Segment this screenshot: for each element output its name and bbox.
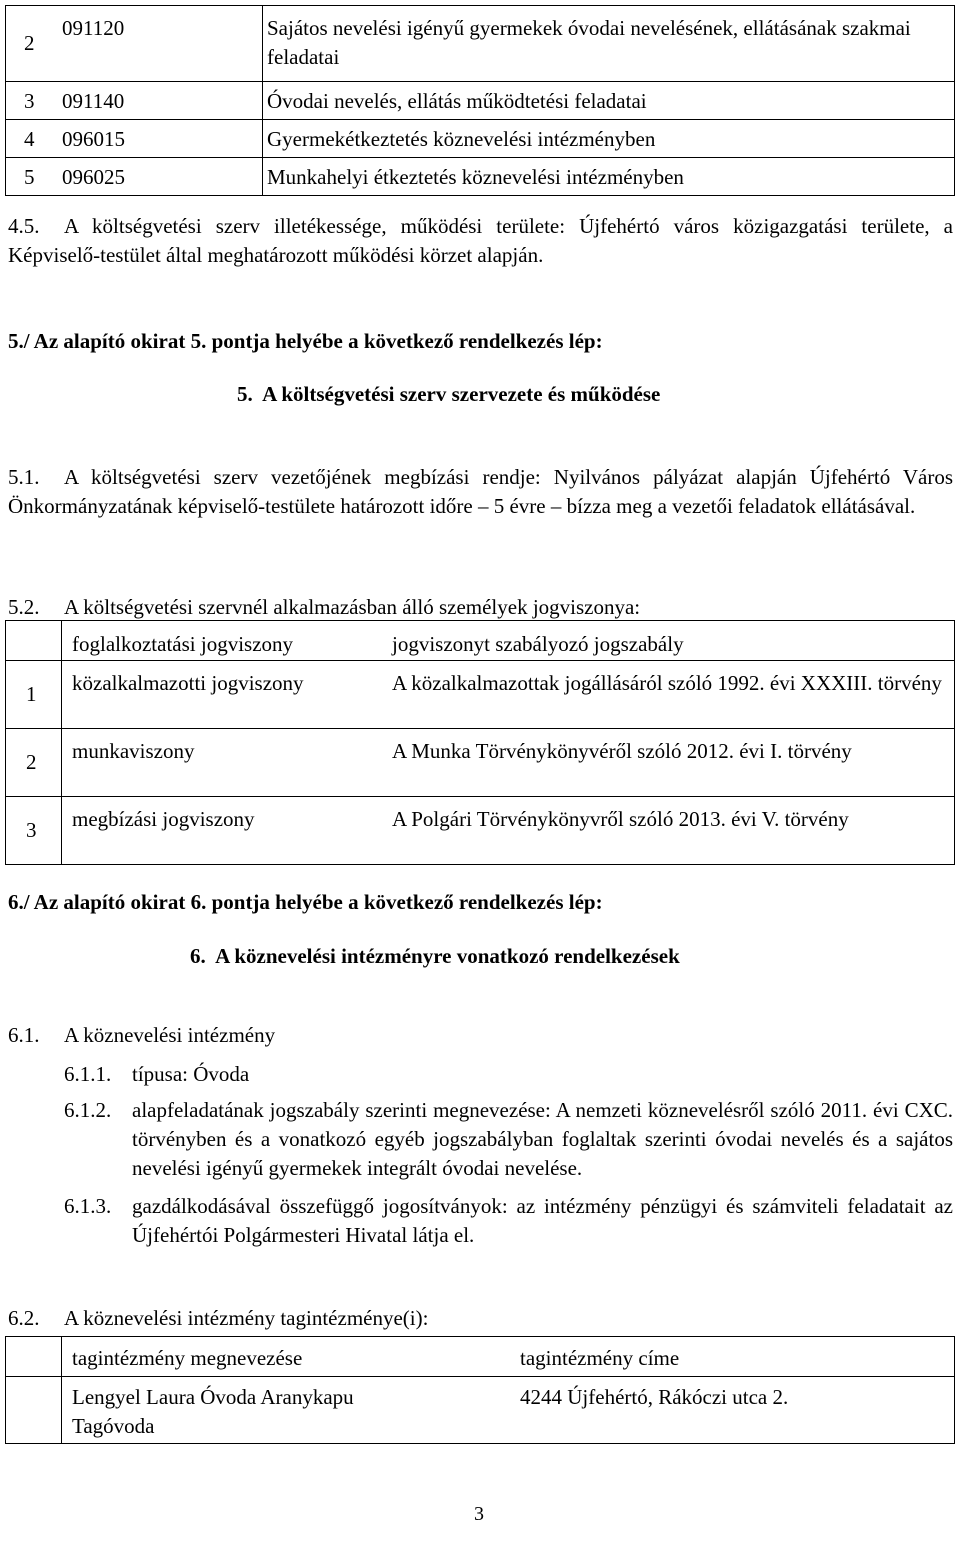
activity-code: 091120 bbox=[54, 6, 263, 82]
paragraph-number: 5.1. bbox=[8, 465, 40, 489]
item-text: típusa: Óvoda bbox=[132, 1062, 250, 1086]
section-title-6: 6. A köznevelési intézményre vonatkozó rendelkezések bbox=[190, 944, 680, 968]
row-number: 5 bbox=[6, 158, 55, 196]
paragraph-text: A köznevelési intézmény bbox=[64, 1023, 276, 1047]
paragraph-5-1 bbox=[8, 463, 953, 521]
branch-name: Lengyel Laura Óvoda Aranykapu Tagóvoda bbox=[62, 1377, 511, 1444]
paragraph-4-5 bbox=[8, 212, 953, 270]
page-number: 3 bbox=[474, 1503, 484, 1525]
row-number: 3 bbox=[6, 82, 55, 120]
table-row bbox=[6, 661, 955, 729]
activity-code: 096025 bbox=[54, 158, 263, 196]
item-number: 6.1.3. bbox=[64, 1194, 112, 1218]
branch-table bbox=[5, 1336, 955, 1444]
paragraph-number: 6.2. bbox=[8, 1306, 40, 1330]
table-row bbox=[6, 1377, 955, 1444]
paragraph-text: A költségvetési szervnél alkalmazásban álló személyek jogviszonya: bbox=[64, 595, 641, 619]
employment-law: A Munka Törvénykönyvéről szóló 2012. évi I. törvény bbox=[382, 729, 955, 797]
row-number: 4 bbox=[6, 120, 55, 158]
employment-type: közalkalmazotti jogviszony bbox=[62, 661, 383, 729]
row-number: 1 bbox=[6, 661, 62, 729]
section-title-5: 5. A költségvetési szerv szervezete és működése bbox=[237, 382, 661, 406]
row-number: 2 bbox=[6, 6, 55, 82]
row-number: 3 bbox=[6, 797, 62, 865]
item-number: 6.1.1. bbox=[64, 1062, 112, 1086]
activity-table bbox=[5, 5, 955, 196]
employment-table bbox=[5, 620, 955, 865]
table-row bbox=[6, 797, 955, 865]
table-row bbox=[6, 120, 955, 158]
amendment-instruction-5: 5./ Az alapító okirat 5. pontja helyébe a következő rendelkezés lép: bbox=[8, 329, 603, 353]
employment-type: megbízási jogviszony bbox=[62, 797, 383, 865]
list-item-6-1-3 bbox=[64, 1192, 953, 1250]
paragraph-number: 4.5. bbox=[8, 214, 40, 238]
paragraph-text: A költségvetési szerv vezetőjének megbízási rendje: Nyilvános pályázat alapján Újfehértó Város Önkormányzatának képviselő-testülete határozott időre – 5 évre – bízza meg a vezetői feladatok ellátásával. bbox=[8, 465, 953, 518]
table-row bbox=[6, 82, 955, 120]
header-cell: tagintézmény címe bbox=[510, 1337, 955, 1377]
table-header-row bbox=[6, 1337, 955, 1377]
activity-code: 096015 bbox=[54, 120, 263, 158]
paragraph-6-2 bbox=[8, 1304, 953, 1333]
paragraph-number: 6.1. bbox=[8, 1023, 40, 1047]
employment-type: munkaviszony bbox=[62, 729, 383, 797]
header-cell: foglalkoztatási jogviszony bbox=[62, 621, 383, 661]
header-cell: jogviszonyt szabályozó jogszabály bbox=[382, 621, 955, 661]
row-number: 2 bbox=[6, 729, 62, 797]
amendment-instruction-6: 6./ Az alapító okirat 6. pontja helyébe a következő rendelkezés lép: bbox=[8, 890, 603, 914]
item-number: 6.1.2. bbox=[64, 1098, 112, 1122]
branch-address: 4244 Újfehértó, Rákóczi utca 2. bbox=[510, 1377, 955, 1444]
paragraph-text: A köznevelési intézmény tagintézménye(i): bbox=[64, 1306, 429, 1330]
table-row bbox=[6, 729, 955, 797]
paragraph-number: 5.2. bbox=[8, 595, 40, 619]
activity-code: 091140 bbox=[54, 82, 263, 120]
table-row bbox=[6, 158, 955, 196]
item-text: gazdálkodásával összefüggő jogosítványok: az intézmény pénzügyi és számviteli feladatait az Újfehértói Polgármesteri Hivatal látja el. bbox=[132, 1194, 953, 1247]
paragraph-5-2 bbox=[8, 593, 953, 622]
list-item-6-1-2 bbox=[64, 1096, 953, 1183]
header-cell: tagintézmény megnevezése bbox=[62, 1337, 511, 1377]
activity-description: Sajátos nevelési igényű gyermekek óvodai nevelésének, ellátásának szakmai feladatai bbox=[263, 6, 955, 82]
activity-description: Gyermekétkeztetés köznevelési intézményben bbox=[263, 120, 955, 158]
table-row bbox=[6, 6, 955, 82]
paragraph-text: A költségvetési szerv illetékessége, működési területe: Újfehértó város közigazgatási területe, a Képviselő-testület által meghatározott működési körzet alapján. bbox=[8, 214, 953, 267]
table-header-row bbox=[6, 621, 955, 661]
item-text: alapfeladatának jogszabály szerinti megnevezése: A nemzeti köznevelésről szóló 2011. évi CXC. törvényben és a vonatkozó egyéb jogszabályban foglaltak szerinti óvodai nevelés és a sajátos nevelési igényű gyermekek integrált óvodai nevelése. bbox=[132, 1098, 953, 1180]
activity-description: Óvodai nevelés, ellátás működtetési feladatai bbox=[263, 82, 955, 120]
list-item-6-1-1 bbox=[64, 1060, 953, 1089]
activity-description: Munkahelyi étkeztetés köznevelési intézményben bbox=[263, 158, 955, 196]
paragraph-6-1 bbox=[8, 1021, 953, 1050]
employment-law: A közalkalmazottak jogállásáról szóló 1992. évi XXXIII. törvény bbox=[382, 661, 955, 729]
employment-law: A Polgári Törvénykönyvről szóló 2013. évi V. törvény bbox=[382, 797, 955, 865]
